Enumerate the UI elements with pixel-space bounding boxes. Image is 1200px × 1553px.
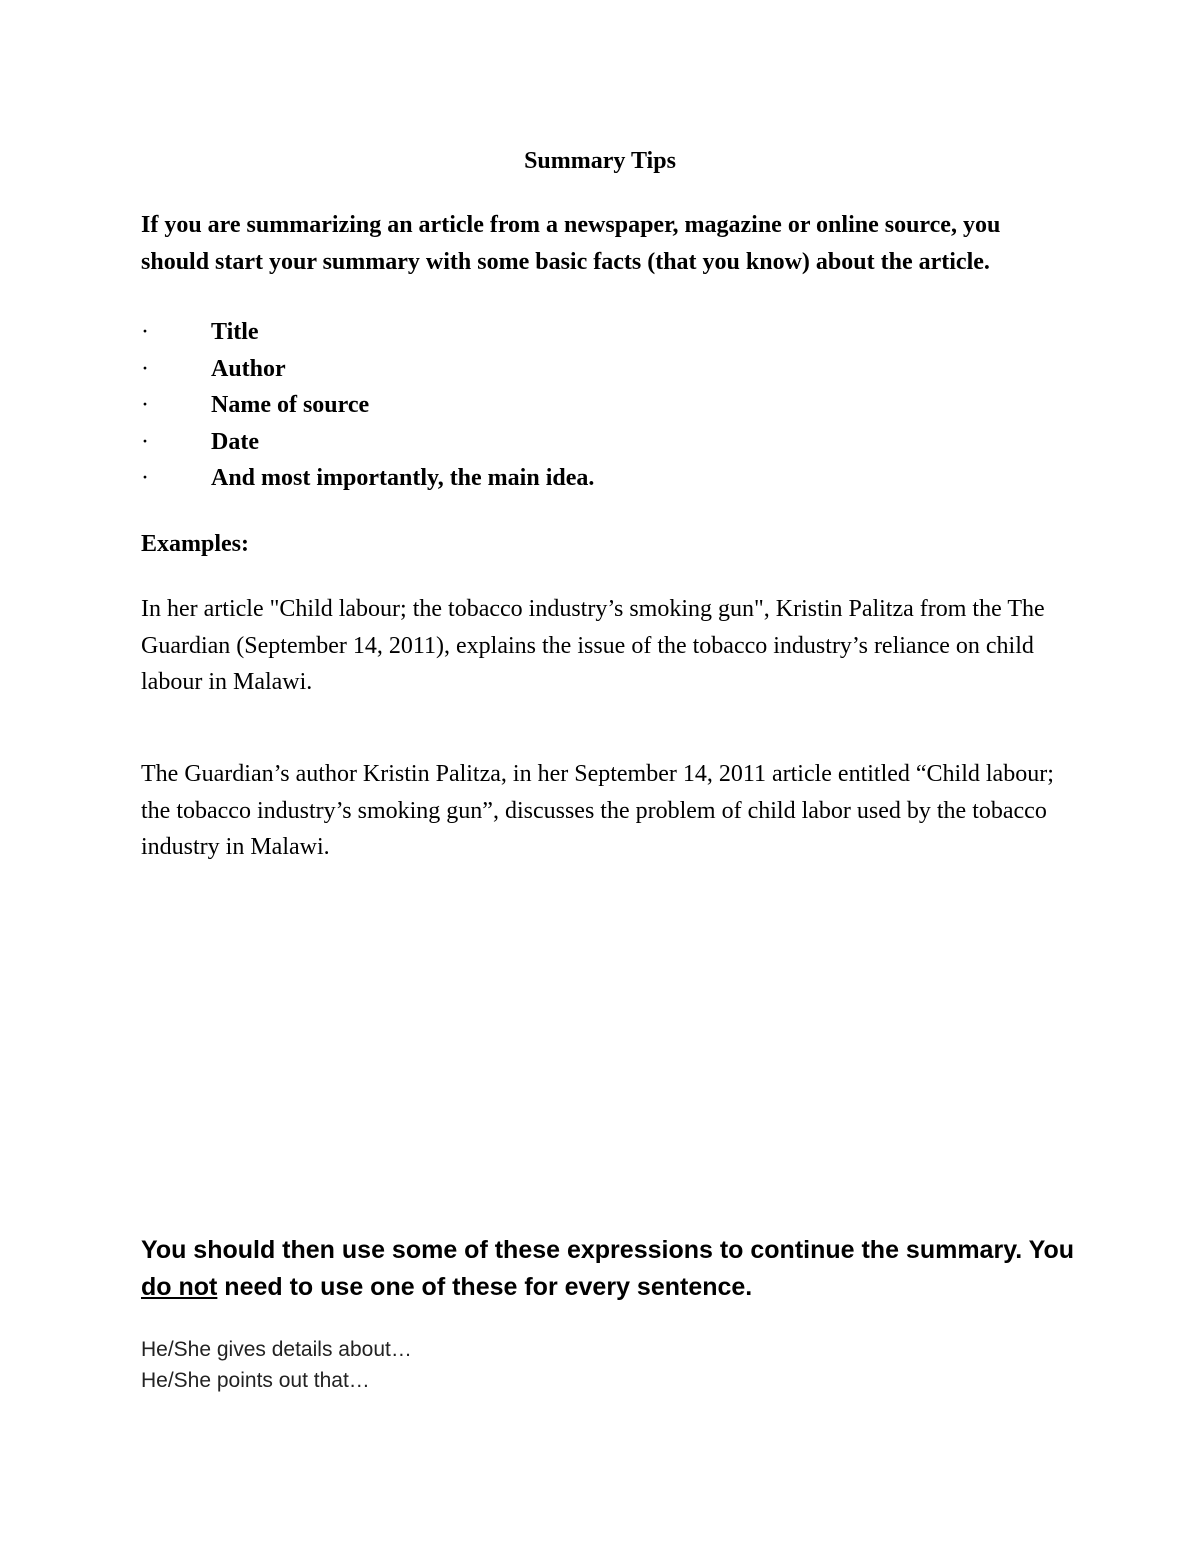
bullet-marker: · — [141, 355, 149, 382]
list-item: He/She points out that… — [141, 1369, 370, 1392]
expressions-heading-part2: need to use one of these for every sentence. — [217, 1273, 753, 1301]
fact-author: Author — [211, 355, 286, 382]
example-paragraph-2: The Guardian’s author Kristin Palitza, in her September 14, 2011 article entitled “Child labour; the tobacco industry’s smoking gun”, discusses the problem of child labor used by the tobacco industry in Malawi. — [141, 761, 1054, 860]
fact-date: Date — [211, 428, 259, 455]
facts-list — [141, 314, 1071, 497]
example-paragraph-1: In her article "Child labour; the tobacco industry’s smoking gun", Kristin Palitza from the The Guardian (September 14, 2011), explains the issue of the tobacco industry’s reliance on child labour in Malawi. — [141, 596, 1045, 695]
bullet-marker: · — [141, 428, 149, 455]
bullet-marker: · — [141, 319, 149, 345]
bullet-marker: · — [141, 392, 149, 418]
fact-title: Title — [211, 319, 259, 345]
examples-heading: Examples: — [141, 531, 249, 557]
list-item — [141, 460, 1071, 497]
expressions-heading-part1: You should then use some of these expressions to continue the summary. You — [141, 1236, 1075, 1264]
intro-paragraph: If you are summarizing an article from a newspaper, magazine or online source, you should start your summary with some basic facts (that you know) about the article. — [141, 212, 1001, 275]
list-item — [141, 351, 1071, 388]
list-item: He/She gives details about… — [141, 1338, 412, 1361]
expressions-heading — [141, 1232, 1101, 1306]
bullet-marker: · — [141, 465, 149, 491]
fact-source: Name of source — [211, 392, 370, 418]
do-not-underlined: do not — [141, 1273, 218, 1301]
expressions-list — [141, 1334, 412, 1396]
list-item — [141, 387, 1071, 424]
list-item — [141, 424, 1071, 461]
list-item — [141, 314, 1071, 351]
fact-main-idea: And most importantly, the main idea. — [211, 465, 595, 491]
page-title: Summary Tips — [524, 148, 676, 174]
